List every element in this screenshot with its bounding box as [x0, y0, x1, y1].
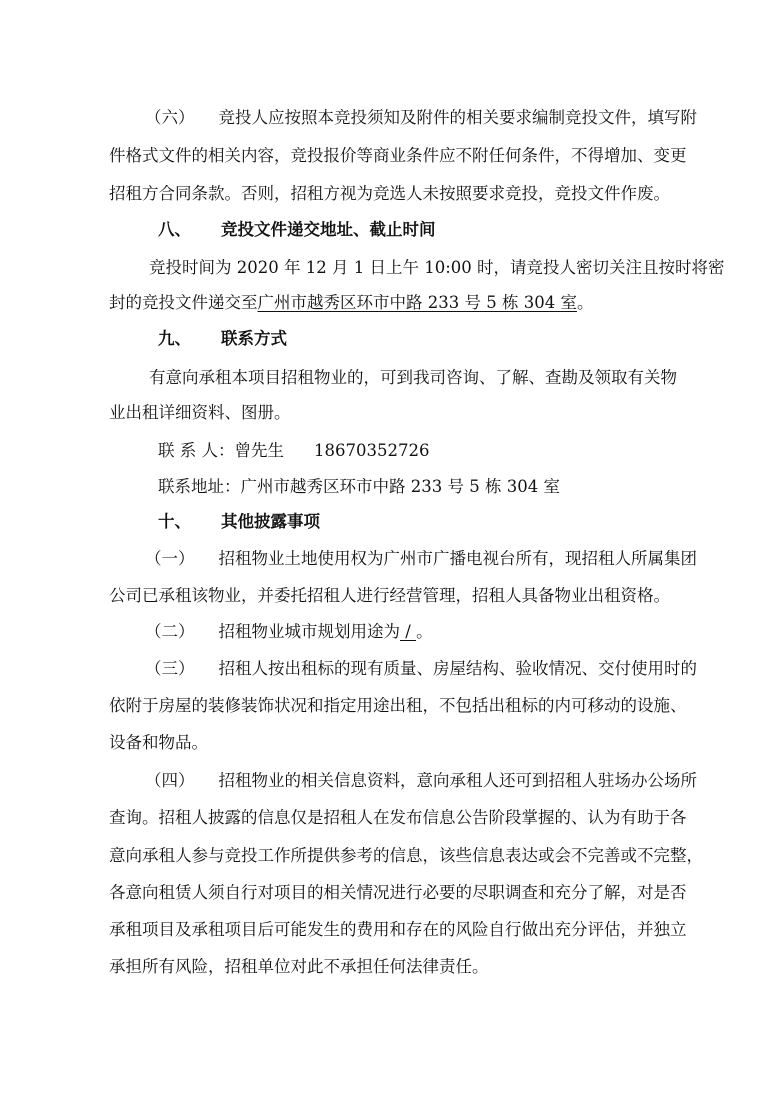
para9-text1: 有意向承租本项目招租物业的，可到我司咨询、了解、查勘及领取有关物 — [149, 368, 677, 387]
heading10-number: 十、 — [158, 512, 191, 531]
para8-address: 广州市越秀区环市中路 233 号 5 栋 304 室 — [257, 293, 577, 312]
item4-text6: 承担所有风险，招租单位对此不承担任何法律责任。 — [109, 957, 489, 976]
heading8-number: 八、 — [158, 220, 191, 239]
item4-line4 — [109, 882, 687, 904]
item4-line6 — [109, 956, 489, 978]
heading10-title: 其他披露事项 — [221, 512, 320, 531]
item4-text1: 招租物业的相关信息资料，意向承租人还可到招租人驻场办公场所 — [218, 771, 697, 790]
item1-line2 — [109, 585, 670, 607]
para8-text2-prefix: 封的竞投文件递交至 — [109, 293, 258, 312]
item2-line — [145, 621, 433, 643]
section6-text3: 招租方合同条款。否则，招租方视为竞选人未按照要求竞投，竞投文件作废。 — [109, 184, 670, 203]
contact-phone: 18670352726 — [314, 441, 430, 460]
item3-marker: （三） — [145, 659, 195, 678]
para8-text1: 竞投时间为 2020 年 12 月 1 日上午 10:00 时，请竞投人密切关注且按时将密 — [149, 258, 725, 277]
item2-marker: （二） — [145, 622, 195, 641]
contact-person: 联 系 人：曾先生 — [158, 441, 284, 460]
item4-line5 — [109, 919, 687, 941]
contact-person-line — [158, 440, 429, 462]
item4-text4: 各意向租赁人须自行对项目的相关情况进行必要的尽职调查和充分了解，对是否 — [109, 883, 687, 902]
heading-10 — [158, 511, 320, 533]
para8-text2-suffix: 。 — [576, 293, 594, 312]
item4-line2 — [109, 807, 687, 829]
item3-text3: 设备和物品。 — [109, 733, 208, 752]
section6-text2: 件格式文件的相关内容，竞投报价等商业条件应不附任何条件，不得增加、变更 — [109, 146, 687, 165]
section6-marker: （六） — [145, 108, 195, 127]
contact-address-line — [158, 476, 560, 498]
item3-line1 — [145, 658, 697, 680]
item1-text2: 公司已承租该物业，并委托招租人进行经营管理，招租人具备物业出租资格。 — [109, 586, 670, 605]
section6-line2 — [109, 145, 687, 167]
item4-text5: 承租项目及承租项目后可能发生的费用和存在的风险自行做出充分评估，并独立 — [109, 920, 687, 939]
heading8-title: 竞投文件递交地址、截止时间 — [221, 220, 436, 239]
item3-text2: 依附于房屋的装修装饰状况和指定用途出租，不包括出租标的内可移动的设施、 — [109, 696, 687, 715]
item1-marker: （一） — [145, 549, 195, 568]
para9-line1 — [149, 367, 677, 389]
para9-line2 — [109, 402, 291, 424]
item2-text-prefix: 招租物业城市规划用途为 — [218, 622, 400, 641]
heading-9 — [158, 328, 287, 350]
item3-line2 — [109, 695, 687, 717]
item1-text1: 招租物业土地使用权为广州市广播电视台所有，现招租人所属集团 — [218, 549, 697, 568]
para8-line2 — [109, 292, 593, 314]
para9-text2: 业出租详细资料、图册。 — [109, 403, 291, 422]
section6-line3 — [109, 183, 670, 205]
item3-line3 — [109, 732, 208, 754]
heading-8 — [158, 219, 436, 241]
item1-line1 — [145, 548, 697, 570]
section6-text1: 竞投人应按照本竞投须知及附件的相关要求编制竞投文件，填写附 — [218, 108, 697, 127]
item3-text1: 招租人按出租标的现有质量、房屋结构、验收情况、交付使用时的 — [218, 659, 697, 678]
item2-text-suffix: 。 — [416, 622, 433, 641]
item4-line1 — [145, 770, 697, 792]
section6-line1 — [145, 107, 697, 129]
item4-text3: 意向承租人参与竞投工作所提供参考的信息，该些信息表达或会不完善或不完整， — [109, 846, 703, 865]
item4-marker: （四） — [145, 771, 195, 790]
heading9-title: 联系方式 — [221, 329, 287, 348]
heading9-number: 九、 — [158, 329, 191, 348]
item4-line3 — [109, 845, 703, 867]
contact-address: 联系地址：广州市越秀区环市中路 233 号 5 栋 304 室 — [158, 477, 560, 496]
para8-line1 — [149, 257, 725, 279]
item2-blank: / — [400, 622, 417, 641]
item4-text2: 查询。招租人披露的信息仅是招租人在发布信息公告阶段掌握的、认为有助于各 — [109, 808, 687, 827]
